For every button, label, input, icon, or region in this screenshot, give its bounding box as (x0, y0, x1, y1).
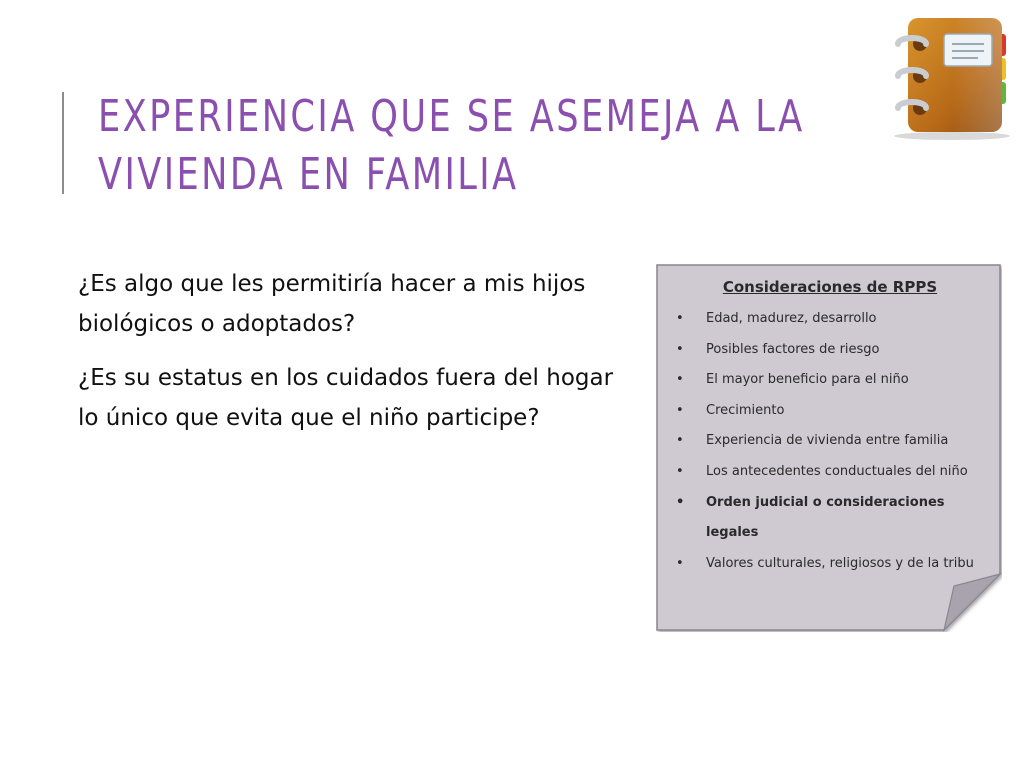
list-item-text: Orden judicial o consideraciones legales (706, 494, 945, 541)
list-item-text: Edad, madurez, desarrollo (706, 311, 877, 326)
list-item-text: Los antecedentes conductuales del niño (706, 463, 968, 479)
list-item-text: El mayor beneficio para el niño (706, 372, 909, 388)
question-1: ¿Es algo que les permitiría hacer a mis hijos biológicos o adoptados? (78, 271, 586, 337)
considerations-note (656, 264, 1002, 632)
list-item (670, 426, 986, 457)
bullet: • (676, 311, 684, 326)
bullet: • (676, 494, 685, 510)
note-content (670, 278, 990, 579)
list-item-text: Crecimiento (706, 402, 785, 418)
title-accent-bar (62, 92, 64, 194)
list-item-text: Experiencia de vivienda entre familia (706, 433, 949, 449)
slide-title-line-1: EXPERIENCIA QUE SE ASEMEJA A LA (98, 91, 805, 142)
slide-title (98, 88, 805, 204)
list-item-emphasized (670, 488, 986, 549)
bullet: • (676, 372, 684, 388)
bullet: • (676, 463, 684, 479)
notebook-icon (882, 12, 1016, 142)
list-item (670, 304, 986, 335)
list-item (670, 365, 986, 396)
question-2: ¿Es su estatus en los cuidados fuera del hogar lo único que evita que el niño participe? (78, 365, 614, 431)
list-item (670, 335, 986, 366)
list-item (670, 457, 986, 488)
bullet: • (676, 433, 684, 449)
list-item-text: Posibles factores de riesgo (706, 341, 880, 357)
list-item (670, 549, 986, 580)
note-list (670, 304, 990, 579)
bullet: • (676, 402, 684, 418)
list-item-text: Valores culturales, religiosos y de la tribu (706, 555, 974, 571)
list-item (670, 396, 986, 427)
bullet: • (676, 341, 684, 357)
slide-body (78, 264, 638, 452)
note-title: Consideraciones de RPPS (722, 278, 938, 296)
slide-title-line-2: VIVIENDA EN FAMILIA (98, 149, 519, 200)
bullet: • (676, 555, 684, 571)
